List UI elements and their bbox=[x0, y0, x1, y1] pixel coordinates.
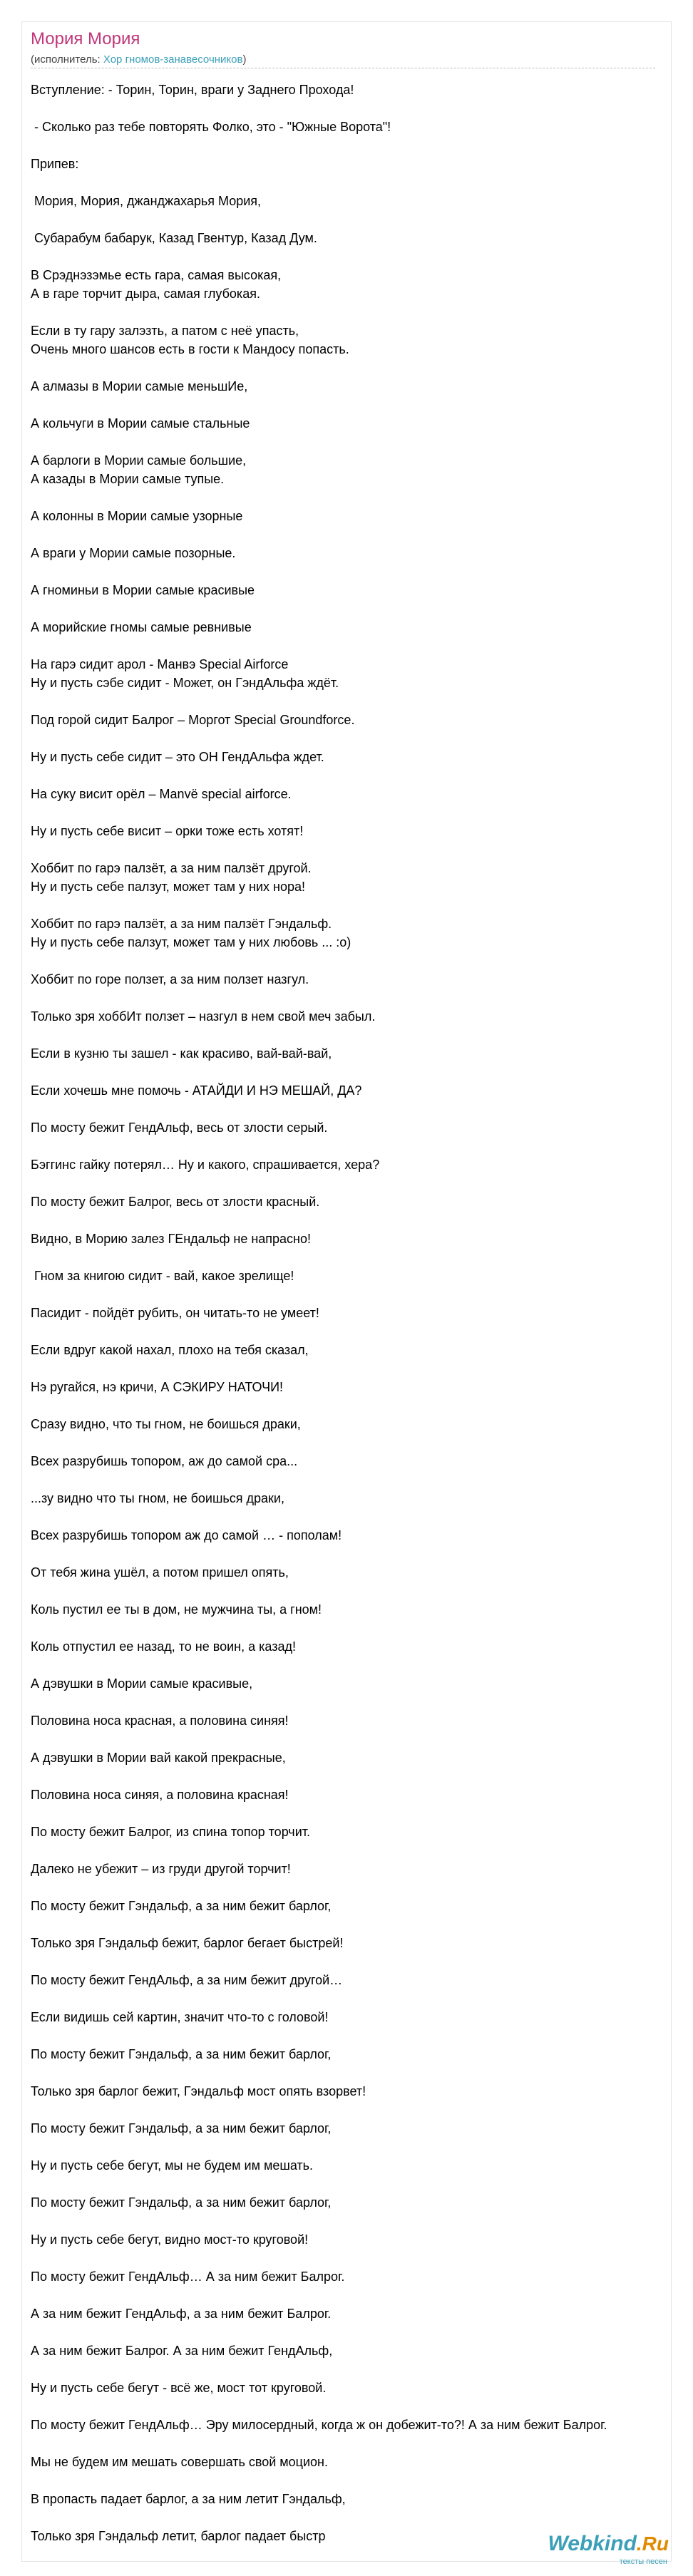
line-gap bbox=[31, 2360, 664, 2379]
line-gap bbox=[31, 1433, 664, 1452]
line-gap bbox=[31, 1359, 664, 1378]
line-gap bbox=[31, 1804, 664, 1823]
line-gap bbox=[31, 1730, 664, 1748]
lyric-line: Ну и пусть сэбе сидит - Может, он ГэндАльфа ждёт. bbox=[31, 676, 339, 690]
lyric-line: Только зря хоббИт ползет – назгул в нем свой меч забыл. bbox=[31, 1009, 376, 1024]
line-gap bbox=[31, 1248, 664, 1267]
line-gap bbox=[31, 1619, 664, 1637]
line-gap bbox=[31, 1137, 664, 1155]
lyrics-text bbox=[31, 81, 664, 2545]
line-gap bbox=[31, 1582, 664, 1600]
line-gap bbox=[31, 1841, 664, 1860]
lyric-line: Хоббит по гарэ палзёт, а за ним палзёт другой. bbox=[31, 861, 312, 875]
line-gap bbox=[31, 1100, 664, 1118]
line-gap bbox=[31, 488, 664, 507]
lyric-line: Только зря Гэндальф бежит, барлог бегает быстрей! bbox=[31, 1936, 344, 1950]
line-gap bbox=[31, 210, 664, 229]
line-gap bbox=[31, 1989, 664, 2008]
lyric-line: А колонны в Мории самые узорные bbox=[31, 509, 243, 523]
line-gap bbox=[31, 1470, 664, 1489]
lyric-line: А барлоги в Мории самые большие, bbox=[31, 453, 247, 468]
lyric-line: Если вдруг какой нахал, плохо на тебя сказал, bbox=[31, 1343, 309, 1357]
line-gap bbox=[31, 359, 664, 377]
lyric-line: А враги у Мории самые позорные. bbox=[31, 546, 236, 560]
lyric-line: Всех разрубишь топором аж до самой … - пополам! bbox=[31, 1528, 342, 1542]
lyrics-page bbox=[21, 21, 672, 2562]
line-gap bbox=[31, 803, 664, 822]
lyric-line: Только зря Гэндальф летит, барлог падает быстр bbox=[31, 2529, 326, 2543]
lyric-line: Если хочешь мне помочь - АТАЙДИ И НЭ МЕШАЙ, ДА? bbox=[31, 1083, 362, 1098]
line-gap bbox=[31, 247, 664, 266]
lyric-line: Гном за книгою сидит - вай, какое зрелище! bbox=[31, 1269, 294, 1283]
lyric-line: Ну и пусть себе бегут, видно мост-то круговой! bbox=[31, 2232, 309, 2247]
lyric-line: А за ним бежит Балрог. А за ним бежит ГендАльф, bbox=[31, 2344, 333, 2358]
line-gap bbox=[31, 1878, 664, 1897]
line-gap bbox=[31, 562, 664, 581]
line-gap bbox=[31, 692, 664, 711]
lyric-line: От тебя жина ушёл, а потом пришел опять, bbox=[31, 1565, 289, 1580]
lyric-line: Бэггинс гайку потерял… Ну и какого, спрашивается, хера? bbox=[31, 1158, 380, 1172]
lyric-line: Ну и пусть себе бегут - всё же, мост тот круговой. bbox=[31, 2381, 327, 2395]
lyric-line: Ну и пусть себе палзут, может там у них нора! bbox=[31, 880, 305, 894]
line-gap bbox=[31, 2323, 664, 2341]
lyric-line: Если в кузню ты зашел - как красиво, вай-вай-вай, bbox=[31, 1046, 332, 1061]
artist-link[interactable]: Хор гномов-занавесочников bbox=[103, 53, 243, 66]
line-gap bbox=[31, 433, 664, 451]
line-gap bbox=[31, 1026, 664, 1044]
line-gap bbox=[31, 1915, 664, 1934]
lyric-line: - Сколько раз тебе повторять Фолко, это - "Южные Ворота"! bbox=[31, 120, 391, 134]
artist-line bbox=[31, 53, 246, 66]
lyric-line: Половина носа красная, а половина синяя! bbox=[31, 1714, 289, 1728]
line-gap bbox=[31, 173, 664, 192]
lyric-line: А гноминьи в Мории самые красивые bbox=[31, 583, 255, 597]
line-gap bbox=[31, 599, 664, 618]
page-title: Мория Мория bbox=[31, 29, 140, 48]
lyric-line: А морийские гномы самые ревнивые bbox=[31, 620, 252, 634]
lyric-line: Только зря барлог бежит, Гэндальф мост опять взорвет! bbox=[31, 2084, 366, 2098]
lyric-line: По мосту бежит Гэндальф, а за ним бежит барлог, bbox=[31, 2195, 332, 2210]
line-gap bbox=[31, 1952, 664, 1971]
lyric-line: Нэ ругайся, нэ кричи, А СЭКИРУ НАТОЧИ! bbox=[31, 1380, 284, 1394]
lyric-line: Под горой сидит Балрог – Моргот Special Groundforce. bbox=[31, 713, 355, 727]
line-gap bbox=[31, 2175, 664, 2193]
line-gap bbox=[31, 637, 664, 655]
line-gap bbox=[31, 525, 664, 544]
logo-wordmark: Webkind bbox=[548, 2532, 637, 2555]
lyric-line: По мосту бежит ГендАльф, весь от злости серый. bbox=[31, 1120, 328, 1135]
lyric-line: Видно, в Морию залез ГЕндальф не напрасно! bbox=[31, 1232, 312, 1246]
lyric-line: А дэвушки в Мории вай какой прекрасные, bbox=[31, 1751, 286, 1765]
lyric-line: По мосту бежит Балрог, весь от злости красный. bbox=[31, 1195, 320, 1209]
line-gap bbox=[31, 2101, 664, 2119]
lyric-line: А казады в Мории самые тупые. bbox=[31, 472, 225, 486]
lyric-line: Очень много шансов есть в гости к Мандосу попасть. bbox=[31, 342, 349, 356]
lyric-line: Половина носа синяя, а половина красная! bbox=[31, 1788, 289, 1802]
lyric-line: В Срэднэзэмье есть гара, самая высокая, bbox=[31, 268, 282, 282]
logo-tld: .Ru bbox=[636, 2533, 669, 2555]
lyric-line: Мория, Мория, джанджахарья Мория, bbox=[31, 194, 262, 208]
line-gap bbox=[31, 1656, 664, 1674]
lyric-line: Припев: bbox=[31, 157, 79, 171]
lyric-line: Ну и пусть себе висит – орки тоже есть хотят! bbox=[31, 824, 304, 838]
line-gap bbox=[31, 896, 664, 915]
line-gap bbox=[31, 2138, 664, 2156]
lyric-line: По мосту бежит Гэндальф, а за ним бежит барлог, bbox=[31, 2121, 332, 2135]
line-gap bbox=[31, 1545, 664, 1563]
line-gap bbox=[31, 1211, 664, 1230]
lyric-line: На суку висит орёл – Manvё special airforce. bbox=[31, 787, 292, 801]
lyric-line: Ну и пусть себе сидит – это ОН ГендАльфа ждет. bbox=[31, 750, 324, 764]
line-gap bbox=[31, 303, 664, 321]
lyric-line: По мосту бежит Гэндальф, а за ним бежит барлог, bbox=[31, 2047, 332, 2061]
line-gap bbox=[31, 1063, 664, 1081]
lyric-line: Субарабум бабарук, Казад Гвентур, Казад Дум. bbox=[31, 231, 317, 245]
line-gap bbox=[31, 840, 664, 859]
line-gap bbox=[31, 99, 664, 118]
line-gap bbox=[31, 2286, 664, 2304]
lyric-line: Хоббит по гарэ палзёт, а за ним палзёт Гэндальф. bbox=[31, 917, 332, 931]
lyric-line: Если видишь сей картин, значит что-то с головой! bbox=[31, 2010, 329, 2024]
line-gap bbox=[31, 2434, 664, 2453]
lyric-line: Сразу видно, что ты гном, не боишься драки, bbox=[31, 1417, 301, 1431]
lyric-line: Далеко не убежит – из груди другой торчит! bbox=[31, 1862, 291, 1876]
line-gap bbox=[31, 1396, 664, 1415]
line-gap bbox=[31, 2026, 664, 2045]
lyric-line: А за ним бежит ГендАльф, а за ним бежит Балрог. bbox=[31, 2307, 332, 2321]
lyric-line: Коль отпустил ее назад, то не воин, а казад! bbox=[31, 1639, 296, 1654]
lyric-line: Вступление: - Торин, Торин, враги у Заднего Прохода! bbox=[31, 83, 354, 97]
lyric-line: На гарэ сидит арол - Манвэ Special Airforce bbox=[31, 657, 289, 671]
lyric-line: Мы не будем им мешать совершать свой моцион. bbox=[31, 2455, 328, 2469]
lyric-line: А дэвушки в Мории самые красивые, bbox=[31, 1676, 253, 1691]
lyric-line: Коль пустил ее ты в дом, не мужчина ты, а гном! bbox=[31, 1602, 322, 1617]
lyric-line: А алмазы в Мории самые меньшИе, bbox=[31, 379, 248, 393]
artist-suffix: ) bbox=[242, 53, 247, 66]
lyric-line: По мосту бежит Балрог, из спина топор торчит. bbox=[31, 1825, 310, 1839]
line-gap bbox=[31, 1508, 664, 1526]
line-gap bbox=[31, 2471, 664, 2490]
lyric-line: По мосту бежит Гэндальф, а за ним бежит барлог, bbox=[31, 1899, 332, 1913]
lyric-line: А кольчуги в Мории самые стальные bbox=[31, 416, 250, 431]
lyric-line: Ну и пусть себе бегут, мы не будем им мешать. bbox=[31, 2158, 314, 2173]
line-gap bbox=[31, 136, 664, 155]
lyric-line: По мосту бежит ГендАльф… Эру милосердный, когда ж он добежит-то?! А за ним бежит Балрог. bbox=[31, 2418, 607, 2432]
lyric-line: Пасидит - пойдёт рубить, он читать-то не умеет! bbox=[31, 1306, 319, 1320]
line-gap bbox=[31, 766, 664, 785]
site-logo[interactable] bbox=[548, 2532, 669, 2566]
line-gap bbox=[31, 2064, 664, 2082]
logo-tagline: тексты песен bbox=[619, 2557, 667, 2566]
lyric-line: А в гаре торчит дыра, самая глубокая. bbox=[31, 287, 260, 301]
lyric-line: Если в ту гару залэзть, а патом с неё упасть, bbox=[31, 324, 299, 338]
lyric-line: Всех разрубишь топором, аж до самой сра... bbox=[31, 1454, 298, 1468]
line-gap bbox=[31, 989, 664, 1007]
lyric-line: По мосту бежит ГендАльф, а за ним бежит другой… bbox=[31, 1973, 343, 1987]
line-gap bbox=[31, 2249, 664, 2267]
lyric-line: Хоббит по горе ползет, а за ним ползет назгул. bbox=[31, 972, 309, 986]
line-gap bbox=[31, 729, 664, 748]
line-gap bbox=[31, 396, 664, 414]
line-gap bbox=[31, 2508, 664, 2527]
line-gap bbox=[31, 1285, 664, 1304]
lyric-line: ...зу видно что ты гном, не боишься драки, bbox=[31, 1491, 284, 1505]
lyric-line: Ну и пусть себе палзут, может там у них любовь ... :o) bbox=[31, 935, 351, 949]
line-gap bbox=[31, 2397, 664, 2416]
lyric-line: По мосту бежит ГендАльф… А за ним бежит Балрог. bbox=[31, 2270, 345, 2284]
line-gap bbox=[31, 952, 664, 970]
artist-prefix: (исполнитель: bbox=[31, 53, 103, 66]
line-gap bbox=[31, 1174, 664, 1192]
line-gap bbox=[31, 1767, 664, 1786]
lyric-line: В пропасть падает барлог, а за ним летит Гэндальф, bbox=[31, 2492, 346, 2506]
line-gap bbox=[31, 2212, 664, 2230]
line-gap bbox=[31, 1693, 664, 1711]
line-gap bbox=[31, 1322, 664, 1341]
